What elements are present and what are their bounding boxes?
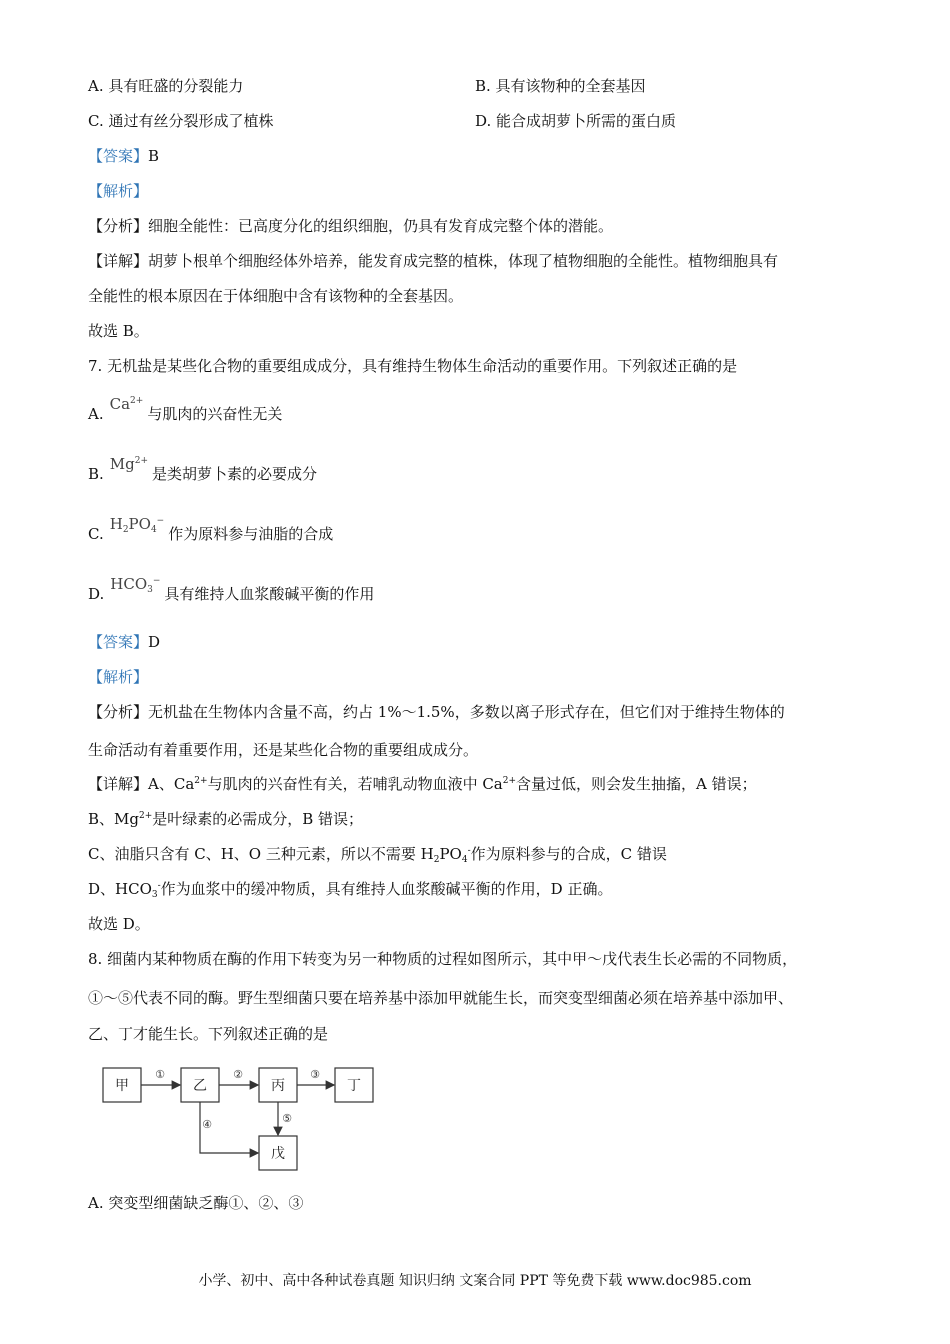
- enzyme-5-label: ⑤: [282, 1112, 292, 1125]
- answer-value: B: [148, 147, 160, 165]
- node-bing: 丙: [271, 1078, 285, 1094]
- enzyme-1-label: ①: [155, 1068, 165, 1081]
- q6-option-c: C. 通过有丝分裂形成了植株: [88, 112, 274, 130]
- answer-tag: 【答案】: [88, 147, 149, 165]
- q6-answer: [88, 146, 159, 166]
- q7-detail-b: B、$Mg^{2+}$是叶绿素的必需成分，B 错误；: [88, 810, 364, 828]
- q7-fenxi-2: 生命活动有着重要作用，还是某些化合物的重要组成成分。: [88, 741, 479, 759]
- q7-fenxi-1: 【分析】无机盐在生物体内含量不高，约占 1%～1.5%，多数以离子形式存在，但它们对于维持生物体的: [88, 703, 785, 721]
- enzyme-3-label: ③: [310, 1068, 320, 1081]
- q6-conclusion: 故选 B。: [88, 322, 149, 340]
- formula-ca: $Ca^{2+}$: [109, 395, 144, 413]
- q8-stem-2: ①～⑤代表不同的酶。野生型细菌只要在培养基中添加甲就能生长，而突变型细菌必须在培养基中添加甲、: [88, 989, 794, 1007]
- q7-detail-a: 【详解】A、$Ca^{2+}$与肌肉的兴奋性有关，若哺乳动物血液中 $Ca^{2+}$含量过低，则会发生抽搐，A 错误；: [88, 775, 757, 793]
- q8-option-a: A. 突变型细菌缺乏酶①、②、③: [88, 1194, 304, 1212]
- q8-stem-1: 8. 细菌内某种物质在酶的作用下转变为另一种物质的过程如图所示，其中甲～戊代表生长必需的不同物质，: [88, 950, 798, 968]
- enzyme-4-label: ④: [202, 1118, 212, 1131]
- q7-conclusion: 故选 D。: [88, 915, 150, 933]
- enzyme-2-label: ②: [233, 1068, 243, 1081]
- q7-option-a: $A.Ca^{2+}$与肌肉的兴奋性无关: [88, 395, 283, 423]
- q6-option-d: D. 能合成胡萝卜所需的蛋白质: [475, 112, 677, 130]
- q7-option-b: $B.Mg^{2+}$是类胡萝卜素的必要成分: [88, 455, 318, 483]
- q8-stem-3: 乙、丁才能生长。下列叙述正确的是: [88, 1025, 329, 1043]
- node-jia: 甲: [115, 1078, 129, 1094]
- xiangjie-tag: 【详解】: [88, 252, 149, 270]
- q7-analysis-tag: 【解析】: [88, 668, 149, 686]
- node-ding: 丁: [347, 1078, 361, 1094]
- q7-detail-d: D、$HCO_3^-$作为血浆中的缓冲物质，具有维持人血浆酸碱平衡的作用，D 正确。: [88, 880, 613, 900]
- q7-stem: 7. 无机盐是某些化合物的重要组成成分，具有维持生物体生命活动的重要作用。下列叙述正确的是: [88, 357, 738, 375]
- q6-option-b: B. 具有该物种的全套基因: [475, 77, 646, 95]
- node-wu: 戊: [271, 1146, 285, 1162]
- node-yi: 乙: [193, 1078, 207, 1094]
- metabolic-pathway-diagram: [95, 1060, 405, 1175]
- q6-fenxi: 【分析】细胞全能性：已高度分化的组织细胞，仍具有发育成完整个体的潜能。: [88, 217, 614, 235]
- formula-mg: $Mg^{2+}$: [109, 455, 149, 473]
- q6-xiangjie-2: 全能性的根本原因在于体细胞中含有该物种的全套基因。: [88, 287, 464, 305]
- fenxi-tag: 【分析】: [88, 217, 149, 235]
- page-footer: 小学、初中、高中各种试卷真题 知识归纳 文案合同 PPT 等免费下载 www.doc985.com: [198, 1273, 752, 1289]
- formula-hco3: $HCO_3^-$: [110, 575, 161, 595]
- q7-detail-c: C、油脂只含有 C、H、O 三种元素，所以不需要 $H_2PO_4^-$作为原料参与的合成，C 错误: [88, 845, 667, 865]
- q6-xiangjie-1: 【详解】胡萝卜根单个细胞经体外培养，能发育成完整的植株，体现了植物细胞的全能性。植物细胞具有: [88, 252, 779, 270]
- formula-h2po4: $H_2PO_4^-$: [109, 515, 165, 535]
- q7-option-d: $D.HCO_3^-$具有维持人血浆酸碱平衡的作用: [88, 575, 375, 603]
- q7-option-c: $C.H_2PO_4^-$作为原料参与油脂的合成: [88, 515, 334, 543]
- q6-option-a: A. 具有旺盛的分裂能力: [88, 77, 244, 95]
- q7-answer: 【答案】D: [88, 633, 161, 651]
- q6-analysis-tag: 【解析】: [88, 182, 149, 200]
